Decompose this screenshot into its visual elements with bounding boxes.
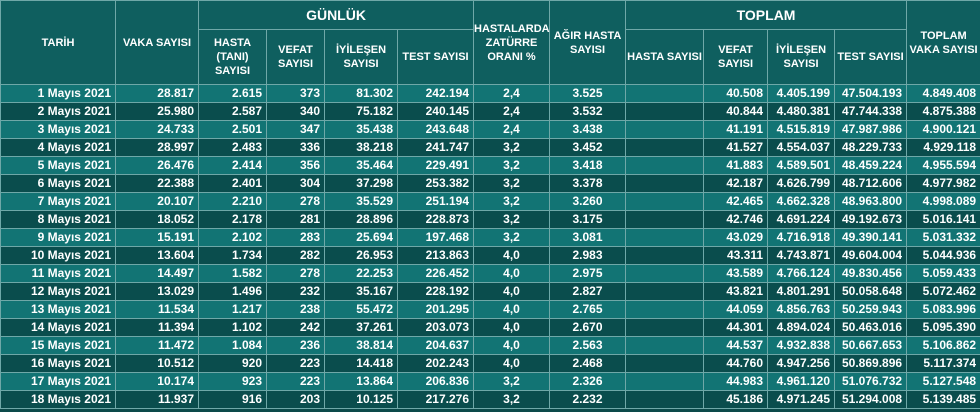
table-cell: 26.476 — [116, 157, 199, 175]
table-row — [1, 85, 980, 103]
table-cell: 10.174 — [116, 373, 199, 391]
table-cell: 4.515.819 — [768, 121, 835, 139]
table-cell: 11.472 — [116, 337, 199, 355]
table-cell: 4.480.381 — [768, 103, 835, 121]
table-cell: 2.983 — [550, 247, 626, 265]
table-cell: 282 — [267, 247, 325, 265]
table-cell: 5.095.390 — [907, 319, 980, 337]
table-cell: 49.390.141 — [835, 229, 907, 247]
table-row — [1, 391, 980, 409]
table-row — [1, 211, 980, 229]
table-cell: 197.468 — [398, 229, 474, 247]
table-cell — [626, 373, 704, 391]
table-cell: 16 Mayıs 2021 — [1, 355, 116, 373]
table-cell: 48.229.733 — [835, 139, 907, 157]
table-cell: 13 Mayıs 2021 — [1, 301, 116, 319]
header-toplam-vaka: TOPLAM VAKA SAYISI — [907, 1, 980, 85]
table-cell — [626, 265, 704, 283]
table-cell: 3.378 — [550, 175, 626, 193]
table-cell — [626, 85, 704, 103]
table-cell: 18 Mayıs 2021 — [1, 391, 116, 409]
table-cell: 4,0 — [474, 265, 550, 283]
table-cell: 1.102 — [199, 319, 267, 337]
table-cell: 304 — [267, 175, 325, 193]
table-cell: 2.615 — [199, 85, 267, 103]
header-toplam-hasta: HASTA SAYISI — [626, 30, 704, 85]
table-cell: 242 — [267, 319, 325, 337]
table-cell: 47.987.986 — [835, 121, 907, 139]
table-cell: 25.694 — [325, 229, 398, 247]
table-cell: 42.465 — [704, 193, 768, 211]
table-cell: 3,2 — [474, 391, 550, 409]
table-cell: 920 — [199, 355, 267, 373]
header-toplam-test: TEST SAYISI — [835, 30, 907, 85]
table-cell: 4.743.871 — [768, 247, 835, 265]
table-cell: 3.438 — [550, 121, 626, 139]
table-cell: 2.587 — [199, 103, 267, 121]
table-cell: 3.081 — [550, 229, 626, 247]
table-cell: 2.210 — [199, 193, 267, 211]
table-cell: 50.463.016 — [835, 319, 907, 337]
table-cell: 12 Mayıs 2021 — [1, 283, 116, 301]
table-cell: 347 — [267, 121, 325, 139]
table-cell: 50.259.943 — [835, 301, 907, 319]
table-cell: 28.997 — [116, 139, 199, 157]
table-cell: 4.405.199 — [768, 85, 835, 103]
table-body — [1, 85, 980, 409]
table-cell: 4,0 — [474, 319, 550, 337]
table-cell: 18.052 — [116, 211, 199, 229]
table-cell — [626, 139, 704, 157]
table-cell: 49.604.004 — [835, 247, 907, 265]
table-cell: 204.637 — [398, 337, 474, 355]
table-cell: 4.554.037 — [768, 139, 835, 157]
header-toplam-iyilesen: İYİLEŞEN SAYISI — [768, 30, 835, 85]
table-cell: 2.178 — [199, 211, 267, 229]
table-cell: 37.261 — [325, 319, 398, 337]
table-cell: 281 — [267, 211, 325, 229]
header-toplam-vefat: VEFAT SAYISI — [704, 30, 768, 85]
table-row — [1, 373, 980, 391]
table-cell: 49.830.456 — [835, 265, 907, 283]
header-gunluk-test: TEST SAYISI — [398, 30, 474, 85]
table-cell: 3,2 — [474, 211, 550, 229]
table-cell: 41.191 — [704, 121, 768, 139]
table-cell — [626, 301, 704, 319]
table-cell: 22.253 — [325, 265, 398, 283]
header-vaka-sayisi: VAKA SAYISI — [116, 1, 199, 85]
table-cell: 278 — [267, 265, 325, 283]
table-cell: 4.856.763 — [768, 301, 835, 319]
table-cell: 4.766.124 — [768, 265, 835, 283]
table-cell: 3,2 — [474, 175, 550, 193]
table-cell: 916 — [199, 391, 267, 409]
table-cell: 42.746 — [704, 211, 768, 229]
table-cell: 243.648 — [398, 121, 474, 139]
table-cell: 44.301 — [704, 319, 768, 337]
table-cell: 41.527 — [704, 139, 768, 157]
table-cell: 5.083.996 — [907, 301, 980, 319]
table-cell: 5.044.936 — [907, 247, 980, 265]
table-cell: 4 Mayıs 2021 — [1, 139, 116, 157]
table-cell: 14.497 — [116, 265, 199, 283]
table-cell: 232 — [267, 283, 325, 301]
table-cell: 4.947.256 — [768, 355, 835, 373]
table-cell: 283 — [267, 229, 325, 247]
table-cell: 25.980 — [116, 103, 199, 121]
table-cell: 50.869.896 — [835, 355, 907, 373]
table-cell: 10.512 — [116, 355, 199, 373]
table-cell: 2.401 — [199, 175, 267, 193]
table-cell: 2.102 — [199, 229, 267, 247]
table-cell: 4.932.838 — [768, 337, 835, 355]
table-cell: 28.817 — [116, 85, 199, 103]
table-cell: 2.563 — [550, 337, 626, 355]
table-cell — [626, 175, 704, 193]
header-toplam: TOPLAM — [626, 1, 907, 30]
table-cell: 2.483 — [199, 139, 267, 157]
table-cell: 3.525 — [550, 85, 626, 103]
table-cell: 2.414 — [199, 157, 267, 175]
table-cell: 228.192 — [398, 283, 474, 301]
table-cell: 48.712.606 — [835, 175, 907, 193]
table-cell: 4.716.918 — [768, 229, 835, 247]
table-cell: 278 — [267, 193, 325, 211]
table-cell: 9 Mayıs 2021 — [1, 229, 116, 247]
table-cell: 24.733 — [116, 121, 199, 139]
table-cell: 3 Mayıs 2021 — [1, 121, 116, 139]
table-cell: 49.192.673 — [835, 211, 907, 229]
table-cell: 5 Mayıs 2021 — [1, 157, 116, 175]
table-cell: 43.589 — [704, 265, 768, 283]
table-cell: 2.326 — [550, 373, 626, 391]
table-cell: 1.084 — [199, 337, 267, 355]
header-agir-hasta: AĞIR HASTA SAYISI — [550, 1, 626, 85]
table-cell: 2,4 — [474, 103, 550, 121]
table-cell: 3,2 — [474, 193, 550, 211]
table-cell — [626, 337, 704, 355]
table-cell: 3.532 — [550, 103, 626, 121]
table-cell: 203 — [267, 391, 325, 409]
table-cell: 35.464 — [325, 157, 398, 175]
table-row — [1, 121, 980, 139]
header-gunluk-iyilesen: İYİLEŞEN SAYISI — [325, 30, 398, 85]
table-cell: 4,0 — [474, 355, 550, 373]
table-cell: 5.016.141 — [907, 211, 980, 229]
table-cell: 26.953 — [325, 247, 398, 265]
table-cell: 51.076.732 — [835, 373, 907, 391]
table-cell: 5.117.374 — [907, 355, 980, 373]
table-cell: 253.382 — [398, 175, 474, 193]
table-cell: 201.295 — [398, 301, 474, 319]
table-row — [1, 265, 980, 283]
table-cell: 8 Mayıs 2021 — [1, 211, 116, 229]
table-cell: 2,4 — [474, 85, 550, 103]
header-gunluk-vefat: VEFAT SAYISI — [267, 30, 325, 85]
table-cell — [626, 193, 704, 211]
table-cell: 5.106.862 — [907, 337, 980, 355]
table-cell: 4.849.408 — [907, 85, 980, 103]
table-cell: 44.760 — [704, 355, 768, 373]
table-cell: 202.243 — [398, 355, 474, 373]
table-cell: 1.734 — [199, 247, 267, 265]
table-cell: 1.217 — [199, 301, 267, 319]
table-cell: 43.311 — [704, 247, 768, 265]
table-cell: 242.194 — [398, 85, 474, 103]
table-cell — [626, 121, 704, 139]
table-cell: 3.452 — [550, 139, 626, 157]
table-cell: 340 — [267, 103, 325, 121]
table-cell: 203.073 — [398, 319, 474, 337]
table-cell: 2,4 — [474, 121, 550, 139]
table-cell: 4.977.982 — [907, 175, 980, 193]
table-cell: 3.260 — [550, 193, 626, 211]
table-cell: 1.496 — [199, 283, 267, 301]
table-cell: 5.127.548 — [907, 373, 980, 391]
table-cell: 2.501 — [199, 121, 267, 139]
table-cell: 2.765 — [550, 301, 626, 319]
table-cell: 3,2 — [474, 229, 550, 247]
table-cell: 373 — [267, 85, 325, 103]
table-cell: 4.955.594 — [907, 157, 980, 175]
table-cell: 11 Mayıs 2021 — [1, 265, 116, 283]
table-row — [1, 355, 980, 373]
table-cell: 28.896 — [325, 211, 398, 229]
table-row — [1, 139, 980, 157]
table-cell: 13.864 — [325, 373, 398, 391]
table-row — [1, 157, 980, 175]
table-cell: 4,0 — [474, 283, 550, 301]
table-cell: 238 — [267, 301, 325, 319]
table-cell: 4,0 — [474, 247, 550, 265]
table-cell: 240.145 — [398, 103, 474, 121]
table-cell: 923 — [199, 373, 267, 391]
table-cell: 206.836 — [398, 373, 474, 391]
table-cell: 2.468 — [550, 355, 626, 373]
table-cell: 5.139.485 — [907, 391, 980, 409]
table-row — [1, 175, 980, 193]
table-cell: 2.232 — [550, 391, 626, 409]
table-cell: 4.929.118 — [907, 139, 980, 157]
table-cell: 14.418 — [325, 355, 398, 373]
table-cell: 10 Mayıs 2021 — [1, 247, 116, 265]
table-cell: 35.438 — [325, 121, 398, 139]
table-cell: 2.827 — [550, 283, 626, 301]
table-row — [1, 301, 980, 319]
table-cell: 226.452 — [398, 265, 474, 283]
table-cell: 251.194 — [398, 193, 474, 211]
table-row — [1, 319, 980, 337]
table-cell: 44.537 — [704, 337, 768, 355]
table-cell: 1.582 — [199, 265, 267, 283]
table-cell: 35.167 — [325, 283, 398, 301]
table-cell: 48.963.800 — [835, 193, 907, 211]
table-cell: 4.691.224 — [768, 211, 835, 229]
table-cell: 81.302 — [325, 85, 398, 103]
table-cell — [626, 283, 704, 301]
table-cell: 1 Mayıs 2021 — [1, 85, 116, 103]
table-cell: 3.175 — [550, 211, 626, 229]
table-cell: 55.472 — [325, 301, 398, 319]
table-cell: 7 Mayıs 2021 — [1, 193, 116, 211]
table-cell: 5.072.462 — [907, 283, 980, 301]
table-cell: 43.821 — [704, 283, 768, 301]
table-cell: 5.059.433 — [907, 265, 980, 283]
table-cell — [626, 391, 704, 409]
table-cell: 48.459.224 — [835, 157, 907, 175]
table-cell: 3,2 — [474, 139, 550, 157]
table-cell — [626, 157, 704, 175]
table-cell: 20.107 — [116, 193, 199, 211]
table-cell: 40.508 — [704, 85, 768, 103]
table-cell: 4,0 — [474, 337, 550, 355]
table-cell: 5.031.332 — [907, 229, 980, 247]
table-cell: 44.983 — [704, 373, 768, 391]
table-cell: 217.276 — [398, 391, 474, 409]
table-cell: 223 — [267, 373, 325, 391]
table-cell: 3,2 — [474, 373, 550, 391]
table-cell: 228.873 — [398, 211, 474, 229]
table-cell: 4.900.121 — [907, 121, 980, 139]
table-row — [1, 193, 980, 211]
table-cell: 4.875.388 — [907, 103, 980, 121]
table-cell: 38.814 — [325, 337, 398, 355]
table-cell: 2.975 — [550, 265, 626, 283]
table-cell: 37.298 — [325, 175, 398, 193]
table-cell: 38.218 — [325, 139, 398, 157]
table-cell: 75.182 — [325, 103, 398, 121]
table-cell: 40.844 — [704, 103, 768, 121]
table-cell: 43.029 — [704, 229, 768, 247]
table-cell: 4,0 — [474, 301, 550, 319]
table-row — [1, 229, 980, 247]
table-cell: 236 — [267, 337, 325, 355]
table-cell: 6 Mayıs 2021 — [1, 175, 116, 193]
table-cell: 11.937 — [116, 391, 199, 409]
table-cell: 4.801.291 — [768, 283, 835, 301]
table-cell: 22.388 — [116, 175, 199, 193]
table-cell: 47.504.193 — [835, 85, 907, 103]
table-cell — [626, 319, 704, 337]
table-cell: 47.744.338 — [835, 103, 907, 121]
table-cell: 4.626.799 — [768, 175, 835, 193]
table-cell: 4.894.024 — [768, 319, 835, 337]
table-cell: 356 — [267, 157, 325, 175]
table-cell: 4.971.245 — [768, 391, 835, 409]
table-cell: 13.029 — [116, 283, 199, 301]
table-cell: 44.059 — [704, 301, 768, 319]
table-cell: 336 — [267, 139, 325, 157]
table-cell: 229.491 — [398, 157, 474, 175]
table-cell: 15 Mayıs 2021 — [1, 337, 116, 355]
table-row — [1, 283, 980, 301]
table-cell — [626, 229, 704, 247]
header-zature-orani: HASTALARDA ZATÜRRE ORANI % — [474, 1, 550, 85]
table-cell — [626, 355, 704, 373]
table-cell: 35.529 — [325, 193, 398, 211]
table-cell: 3.418 — [550, 157, 626, 175]
table-row — [1, 247, 980, 265]
table-cell: 17 Mayıs 2021 — [1, 373, 116, 391]
table-cell: 2 Mayıs 2021 — [1, 103, 116, 121]
table-cell: 4.662.328 — [768, 193, 835, 211]
table-cell: 45.186 — [704, 391, 768, 409]
table-cell: 51.294.008 — [835, 391, 907, 409]
table-cell: 11.534 — [116, 301, 199, 319]
table-cell: 50.058.648 — [835, 283, 907, 301]
table-cell: 14 Mayıs 2021 — [1, 319, 116, 337]
table-cell: 13.604 — [116, 247, 199, 265]
table-cell — [626, 247, 704, 265]
table-cell: 11.394 — [116, 319, 199, 337]
table-row — [1, 103, 980, 121]
table-row — [1, 337, 980, 355]
table-cell: 241.747 — [398, 139, 474, 157]
header-gunluk-hasta: HASTA (TANI) SAYISI — [199, 30, 267, 85]
table-cell: 3,2 — [474, 157, 550, 175]
table-cell: 50.667.653 — [835, 337, 907, 355]
table-cell — [626, 103, 704, 121]
table-cell: 15.191 — [116, 229, 199, 247]
table-cell: 2.670 — [550, 319, 626, 337]
table-cell: 4.589.501 — [768, 157, 835, 175]
table-cell: 41.883 — [704, 157, 768, 175]
table-cell — [626, 211, 704, 229]
table-cell: 42.187 — [704, 175, 768, 193]
table-cell: 4.961.120 — [768, 373, 835, 391]
table-cell: 10.125 — [325, 391, 398, 409]
table-cell: 223 — [267, 355, 325, 373]
table-cell: 4.998.089 — [907, 193, 980, 211]
table-cell: 213.863 — [398, 247, 474, 265]
header-gunluk: GÜNLÜK — [199, 1, 474, 30]
header-tarih: TARİH — [1, 1, 116, 85]
